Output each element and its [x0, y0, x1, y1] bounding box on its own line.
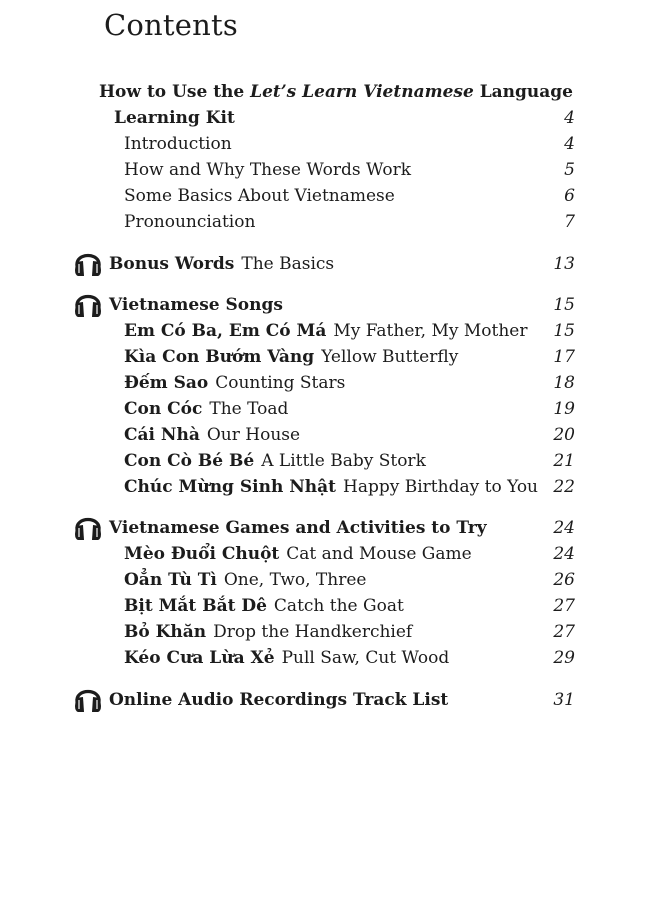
toc-subentry-song[interactable] [0, 396, 660, 422]
toc-entry-label: How to Use the Let’s Learn Vietnamese Language [99, 82, 573, 102]
toc-page-number: 21 [553, 451, 575, 471]
toc-page-number: 5 [564, 160, 575, 180]
toc-subentry-game[interactable] [0, 541, 660, 567]
toc-subentry-label: Mèo Đuổi Chuột Cat and Mouse Game [124, 544, 472, 564]
toc-subentry-label: Đếm Sao Counting Stars [124, 373, 346, 393]
toc-entry-bonus-words[interactable] [0, 251, 660, 277]
toc-subentry-song[interactable] [0, 474, 660, 500]
toc-subentry-label: Bịt Mắt Bắt Dê Catch the Goat [124, 596, 404, 616]
toc-entry-audio-track-list[interactable] [0, 687, 660, 713]
toc-page-number: 27 [553, 622, 575, 642]
toc-subentry-game[interactable] [0, 593, 660, 619]
toc-subentry-label: Oẳn Tù Tì One, Two, Three [124, 570, 367, 590]
toc-page-number: 15 [553, 321, 575, 341]
toc-page-number: 15 [553, 295, 575, 315]
toc-subentry-label: Bỏ Khăn Drop the Handkerchief [124, 622, 413, 642]
toc-subentry-label: Chúc Mừng Sinh Nhật Happy Birthday to You [124, 477, 539, 497]
toc-subentry-label: Kìa Con Bướm Vàng Yellow Butterfly [124, 347, 459, 367]
toc-page-number: 17 [553, 347, 575, 367]
toc-page-number: 7 [564, 212, 575, 232]
toc-page-number: 13 [553, 254, 575, 274]
toc-page-number: 18 [553, 373, 575, 393]
toc-subentry-label: Pronounciation [124, 212, 256, 232]
toc-subentry[interactable] [0, 183, 660, 209]
toc-subentry-label: Introduction [124, 134, 232, 154]
toc-entry-label: Bonus Words The Basics [109, 254, 335, 274]
toc-page-number: 24 [553, 544, 575, 564]
toc-subentry-label: Cái Nhà Our House [124, 425, 301, 445]
toc-subentry[interactable] [0, 131, 660, 157]
toc-entry-label: Vietnamese Games and Activities to Try [109, 518, 487, 538]
toc-subentry[interactable] [0, 209, 660, 235]
toc-page-number: 26 [553, 570, 575, 590]
toc-subentry-label: How and Why These Words Work [124, 160, 412, 180]
toc-page-number: 31 [553, 690, 575, 710]
toc-entry-songs[interactable] [0, 292, 660, 318]
toc-subentry-song[interactable] [0, 344, 660, 370]
toc-subentry-song[interactable] [0, 448, 660, 474]
toc-subentry-game[interactable] [0, 619, 660, 645]
toc-entry-label: Vietnamese Songs [109, 295, 283, 315]
toc-subentry-game[interactable] [0, 645, 660, 671]
toc-subentry-label: Kéo Cưa Lừa Xẻ Pull Saw, Cut Wood [124, 648, 450, 668]
toc-page-number: 27 [553, 596, 575, 616]
toc-entry-games[interactable] [0, 515, 660, 541]
toc-subentry-song[interactable] [0, 318, 660, 344]
toc-page-number: 19 [553, 399, 575, 419]
toc-entry-how-to-use-cont[interactable] [0, 105, 660, 131]
toc-page-number: 22 [553, 477, 575, 497]
toc-subentry-label: Con Cóc The Toad [124, 399, 289, 419]
toc-entry-label: Online Audio Recordings Track List [109, 690, 449, 710]
toc-page-number: 4 [564, 108, 575, 128]
toc-subentry-label: Con Cò Bé Bé A Little Baby Stork [124, 451, 426, 471]
toc-subentry-song[interactable] [0, 370, 660, 396]
toc-entry-label: Learning Kit [114, 108, 235, 128]
toc-subentry-label: Em Có Ba, Em Có Má My Father, My Mother [124, 321, 528, 341]
toc-subentry-song[interactable] [0, 422, 660, 448]
toc-page-number: 20 [553, 425, 575, 445]
toc-page-number: 29 [553, 648, 575, 668]
toc-page-number: 4 [564, 134, 575, 154]
toc-entry-how-to-use[interactable] [0, 79, 660, 105]
toc-page-number: 6 [564, 186, 575, 206]
page-title: Contents [104, 8, 238, 42]
toc-subentry-game[interactable] [0, 567, 660, 593]
toc-subentry[interactable] [0, 157, 660, 183]
toc-page-number: 24 [553, 518, 575, 538]
toc-subentry-label: Some Basics About Vietnamese [124, 186, 395, 206]
